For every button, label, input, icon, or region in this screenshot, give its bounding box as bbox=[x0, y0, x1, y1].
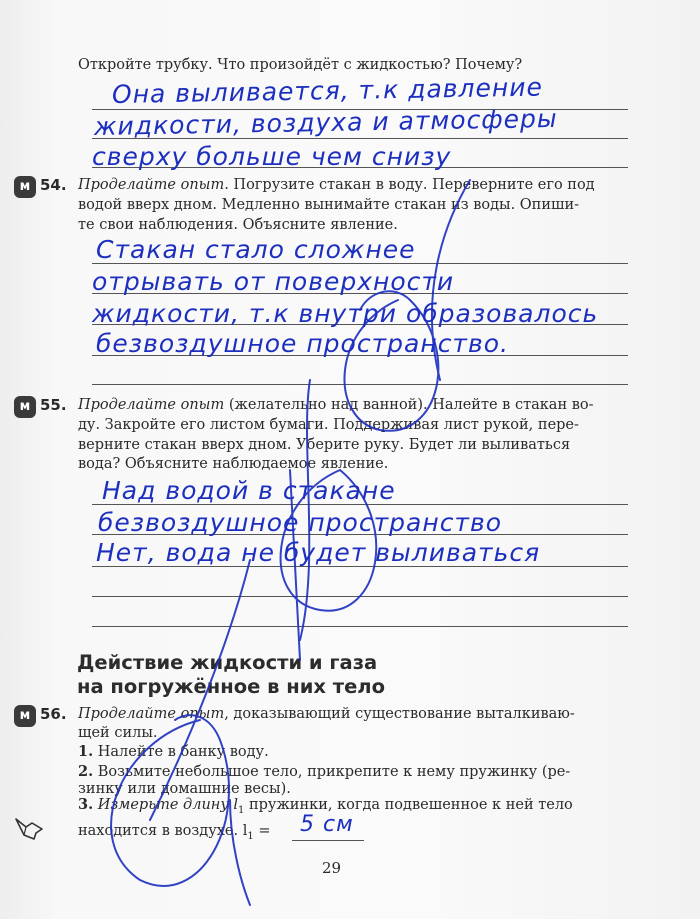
task-text bbox=[78, 176, 595, 196]
section-heading: на погружённое в них тело bbox=[77, 675, 385, 698]
task-line: , доказывающий существование выталкиваю- bbox=[224, 706, 575, 722]
handwritten-answer: сверху больше чем снизу bbox=[92, 142, 452, 171]
task-line: ду. Закройте его листом бумаги. Поддерживая лист рукой, пере- bbox=[78, 417, 579, 433]
task-line: те свои наблюдения. Объясните явление. bbox=[78, 217, 398, 233]
step-text: Возьмите небольшое тело, прикрепите к нему пружинку (ре- bbox=[93, 764, 571, 780]
task-line: вода? Объясните наблюдаемое явление. bbox=[78, 456, 389, 472]
task-number: 54. bbox=[40, 176, 67, 194]
step-text: Измерьте длину l bbox=[93, 797, 238, 813]
page-number: 29 bbox=[322, 859, 342, 877]
task-line: верните стакан вверх дном. Уберите руку. Будет ли выливаться bbox=[78, 437, 571, 453]
hand-pointer-icon bbox=[12, 813, 48, 841]
answer-line bbox=[292, 840, 364, 841]
task-line: . Погрузите стакан в воду. Переверните его под bbox=[224, 177, 595, 193]
step-number: 1. bbox=[78, 743, 94, 760]
answer-line bbox=[92, 596, 628, 597]
handwritten-answer: жидкости, т.к внутри образовалось bbox=[92, 299, 599, 328]
handwritten-answer: 5 см bbox=[300, 812, 354, 837]
subscript: 1 bbox=[238, 804, 245, 816]
section-heading: Действие жидкости и газа bbox=[77, 651, 378, 674]
task-line: щей силы. bbox=[78, 725, 158, 741]
step-text: находится в воздухе. l bbox=[78, 823, 248, 839]
task-lead: Проделайте опыт bbox=[78, 706, 225, 722]
handwritten-answer: Над водой в стакане bbox=[102, 476, 396, 505]
handwritten-answer: безвоздушное пространство. bbox=[96, 329, 509, 358]
handwritten-answer: Нет, вода не будет выливаться bbox=[96, 538, 541, 567]
task-step bbox=[78, 742, 269, 763]
experiment-badge: м bbox=[14, 396, 36, 418]
handwritten-answer: отрывать от поверхности bbox=[92, 267, 455, 296]
task-lead: Проделайте опыт bbox=[78, 397, 225, 413]
task-line: водой вверх дном. Медленно вынимайте стакан из воды. Опиши- bbox=[78, 197, 580, 213]
task-text bbox=[78, 396, 594, 416]
handwritten-answer: Стакан стало сложнее bbox=[96, 235, 416, 264]
step-text: Налейте в банку воду. bbox=[93, 744, 269, 760]
answer-line bbox=[92, 384, 628, 385]
task-number: 55. bbox=[40, 396, 67, 414]
question-text: Откройте трубку. Что произойдёт с жидкостью? Почему? bbox=[78, 57, 523, 73]
task-line bbox=[78, 822, 271, 846]
task-line: (желательно над ванной). Налейте в стакан во- bbox=[224, 397, 594, 413]
step-number: 2. bbox=[78, 763, 94, 780]
equals: = bbox=[253, 823, 271, 839]
task-number: 56. bbox=[40, 705, 67, 723]
task-lead: Проделайте опыт bbox=[78, 177, 225, 193]
handwritten-answer: Она выливается, т.к давление bbox=[111, 72, 544, 109]
step-text: пружинки, когда подвешенное к ней тело bbox=[244, 797, 573, 813]
experiment-badge: м bbox=[14, 176, 36, 198]
step-number: 3. bbox=[78, 796, 94, 813]
handwritten-answer: жидкости, воздуха и атмосферы bbox=[93, 103, 558, 141]
handwritten-answer: безвоздушное пространство bbox=[98, 508, 503, 537]
subscript: 1 bbox=[247, 830, 254, 842]
task-line: зинку или домашние весы). bbox=[78, 781, 291, 797]
answer-line bbox=[92, 626, 628, 627]
experiment-badge: м bbox=[14, 705, 36, 727]
task-text bbox=[78, 705, 575, 725]
